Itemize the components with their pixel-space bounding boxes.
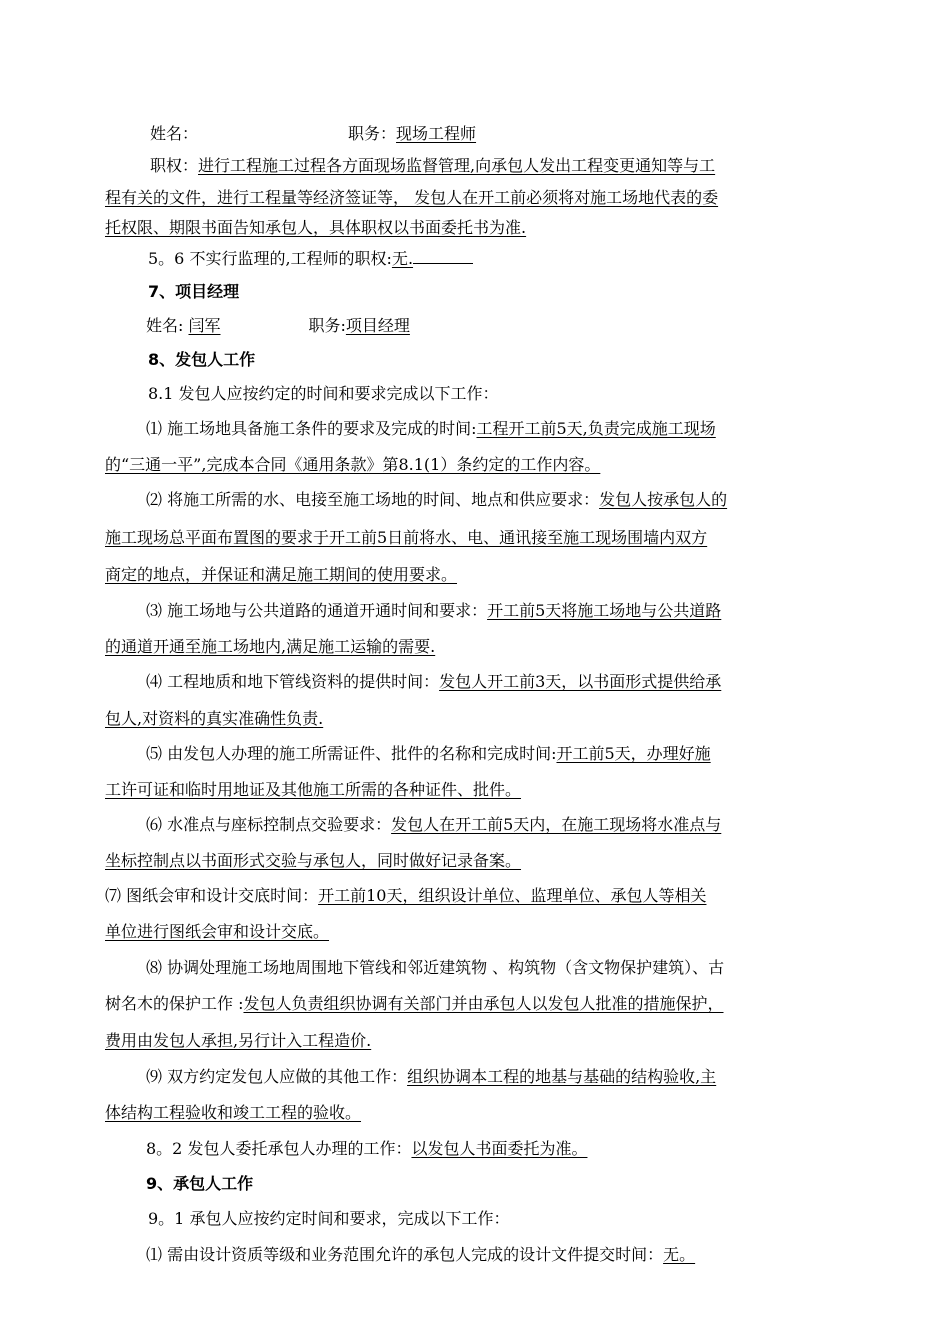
name-label: 姓名： [150,124,199,143]
authority-line-1 [150,156,715,176]
item-2-line-2: 施工现场总平面布置图的要求于开工前5日前将水、电、通讯接至施工现场围墙内双方 [105,528,708,547]
pm-name-value: 闫军 [188,316,221,335]
item-8-line-2: 树名木的保护工作 :发包人负责组织协调有关部门并由承包人以发包人批准的措施保护， [105,994,724,1013]
item-8-line-3: 费用由发包人承担,另行计入工程造价. [105,1031,372,1050]
project-manager-line [146,316,410,336]
pm-position-value: 项目经理 [345,316,410,335]
item-1-line-1: ⑴ 施工场地具备施工条件的要求及完成的时间:工程开工前5天,负责完成施工现场 [146,419,716,438]
item-3-line-1: ⑶ 施工场地与公共道路的通道开通时间和要求：开工前5天将施工场地与公共道路 [146,601,722,620]
authority-line-2: 程有关的文件，进行工程量等经济签证等， 发包人在开工前必须将对施工场地代表的委 [105,188,719,207]
item-8-line-1: ⑻ 协调处理施工场地周围地下管线和邻近建筑物 、构筑物（含文物保护建筑）、古 [146,958,725,977]
clause-8-1: 8.1 发包人应按约定的时间和要求完成以下工作： [148,384,499,403]
item-5-line-2: 工许可证和临时用地证及其他施工所需的各种证件、批件。 [105,780,522,799]
item-6-line-2: 坐标控制点以书面形式交验与承包人，同时做好记录备案。 [105,851,522,870]
item-7-line-2: 单位进行图纸会审和设计交底。 [105,922,330,941]
clause-5-6 [148,247,473,269]
clause-8-2: 8。2 发包人委托承包人办理的工作：以发包人书面委托为准。 [146,1139,588,1158]
authority-text-1: 进行工程施工过程各方面现场监督管理,向承包人发出工程变更通知等与工 [198,156,716,175]
item-3-line-2: 的通道开通至施工场地内,满足施工运输的需要. [105,637,436,656]
pm-position-label: 职务: [308,316,346,335]
clause-5-6-value: 无. [391,249,414,268]
position-value: 现场工程师 [396,124,477,143]
item-9-line-2: 体结构工程验收和竣工工程的验收。 [105,1103,362,1122]
authority-line-3: 托权限、期限书面告知承包人，具体职权以书面委托书为准. [105,218,527,237]
heading-contractor-work: 9、承包人工作 [146,1174,254,1193]
item-1-line-2: 的“三通一平”,完成本合同《通用条款》第8.1(1）条约定的工作内容。 [105,455,601,474]
item-7-line-1: ⑺ 图纸会审和设计交底时间：开工前10天，组织设计单位、监理单位、承包人等相关 [105,886,707,905]
item-9-line-1: ⑼ 双方约定发包人应做的其他工作：组织协调本工程的地基与基础的结构验收,主 [146,1067,717,1086]
clause-5-6-label: 5。6 不实行监理的,工程师的职权: [148,249,392,268]
pm-name-label: 姓名: [146,316,189,335]
position-label: 职务： [348,124,397,143]
item-2-line-3: 商定的地点，并保证和满足施工期间的使用要求。 [105,565,458,584]
item-2-line-1: ⑵ 将施工所需的水、电接至施工场地的时间、地点和供应要求：发包人按承包人的 [146,490,728,509]
item-6-line-1: ⑹ 水准点与座标控制点交验要求：发包人在开工前5天内，在施工现场将水准点与 [146,815,722,834]
item-5-line-1: ⑸ 由发包人办理的施工所需证件、批件的名称和完成时间:开工前5天，办理好施 [146,744,711,763]
heading-project-manager: 7、项目经理 [148,282,240,301]
item-4-line-2: 包人,对资料的真实准确性负责. [105,709,324,728]
contractor-item-1: ⑴ 需由设计资质等级和业务范围允许的承包人完成的设计文件提交时间：无。 [146,1245,696,1264]
authority-label: 职权： [150,156,199,175]
supervisor-name-line [150,124,476,144]
heading-employer-work: 8、发包人工作 [148,350,256,369]
clause-9-1: 9。1 承包人应按约定时间和要求，完成以下工作： [148,1209,510,1228]
item-4-line-1: ⑷ 工程地质和地下管线资料的提供时间：发包人开工前3天，以书面形式提供给承 [146,672,722,691]
